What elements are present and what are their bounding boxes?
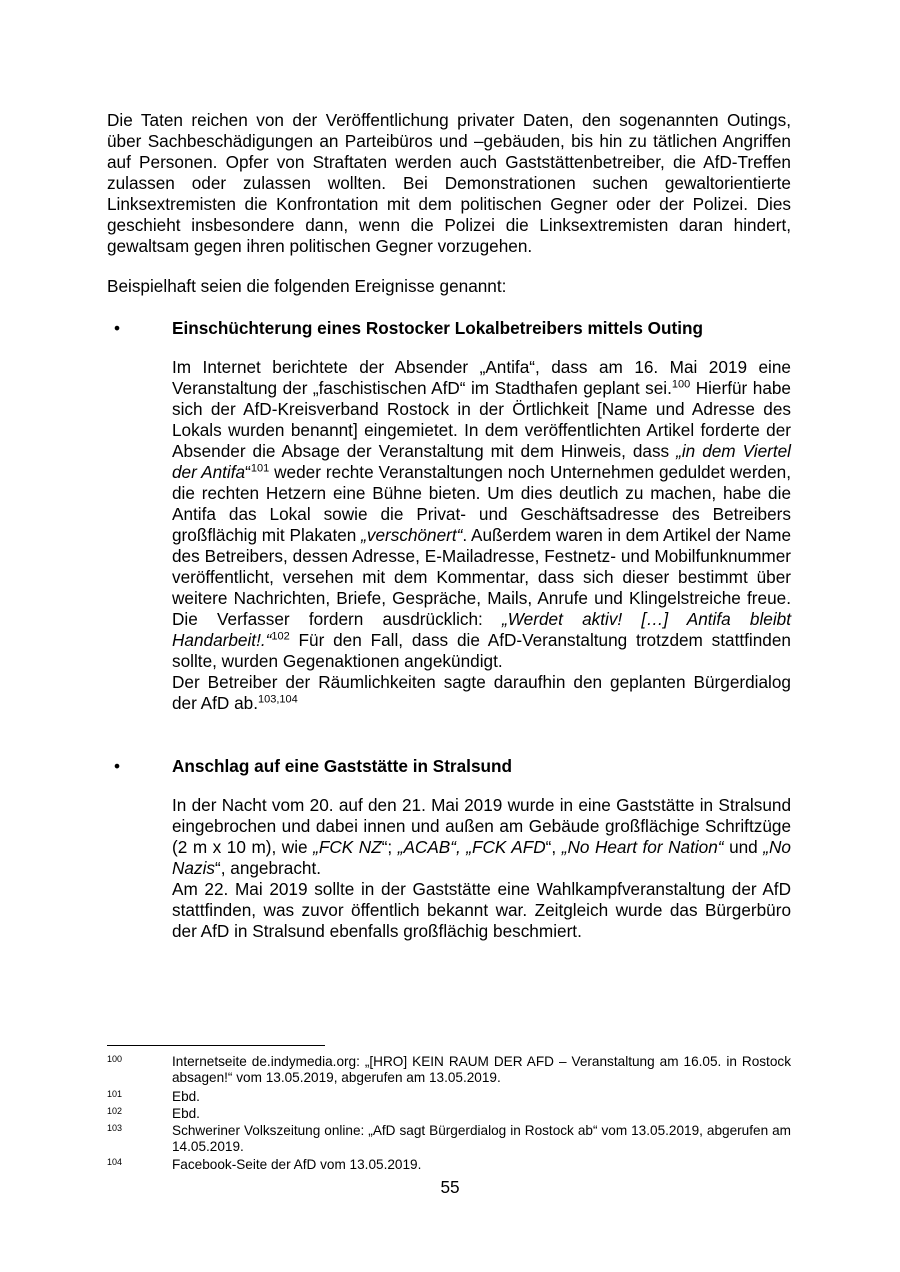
footnote-ref-103-104: 103,104 (258, 693, 298, 706)
footnote-divider (107, 1045, 325, 1046)
page-number: 55 (440, 1177, 460, 1197)
lead-paragraph: Beispielhaft seien die folgenden Ereignisse genannt: (107, 276, 507, 296)
section-1-body: Im Internet berichtete der Absender „Antifa“, dass am 16. Mai 2019 eine Veranstaltung der „faschistischen AfD“ im Stadthafen geplant sei.$^{100}$ Hierfür habe sich der AfD-Kreisverband Rostock in der Örtlichkeit [Name und Adresse des Lokals wurden benannt] eingemietet. In dem veröffentlichten Artikel forderte der Absender die Absage der Veranstaltung mit dem Hinweis, dass „in dem Viertel der Antifa“$^{101}$ weder rechte Veranstaltungen noch Unternehmen geduldet werden, die rechten Hetzern eine Bühne bieten. Um dies deutlich zu machen, habe die Antifa das Lokal sowie die Privat- und Geschäftsadresse des Betreibers großflächig mit Plakaten „verschönert“. Außerdem waren in dem Artikel der Name des Betreibers, dessen Adresse, E-Mailadresse, Festnetz- und Mobilfunknummer veröffentlicht, versehen mit dem Kommentar, dass sich dieser bestimmt über weitere Nachrichten, Briefe, Gespräche, Mails, Anrufe und Klingelstreiche freue. Die Verfasser fordern ausdrücklich: „Werdet aktiv! […] Antifa bleibt Handarbeit!.“$^{102}$ Für den Fall, dass die AfD-Veranstaltung trotzdem stattfinden sollte, wurden Gegenaktionen angekündigt. Der Betreiber der Räumlichkeiten sagte daraufhin den geplanten Bürgerdialog der AfD ab.$^{103,104}$ (172, 357, 792, 713)
footnote-ref-101: 101 (250, 462, 270, 475)
footnote-ref-100: 100 (671, 378, 691, 391)
section-2-heading: Anschlag auf eine Gaststätte in Stralsund (172, 756, 513, 776)
bullet-1: • (114, 318, 121, 338)
section-2-body: In der Nacht vom 20. auf den 21. Mai 2019 wurde in eine Gaststätte in Stralsund eingebrochen und dabei innen und außen am Gebäude großflächige Schriftzüge (2 m x 10 m), wie „FCK NZ“; „ACAB“, „FCK AFD“, „No Heart for Nation“ und „No Nazis“, angebracht. Am 22. Mai 2019 sollte in der Gaststätte eine Wahlkampfveranstaltung der AfD stattfinden, was zuvor öffentlich bekannt war. Zeitgleich wurde das Bürgerbüro der AfD in Stralsund ebenfalls großflächig beschmiert. (172, 795, 791, 941)
section-1-heading: Einschüchterung eines Rostocker Lokalbetreibers mittels Outing (172, 318, 704, 338)
document-page: Die Taten reichen von der Veröffentlichung privater Daten, den sogenannten Outings, über Sachbeschädigungen an Parteibüros und –gebäuden, bis hin zu tätlichen Angriffen auf Personen. Opfer von Straftaten werden auch Gaststättenbetreiber, die AfD-Treffen zulassen oder zulassen wollten. Bei Demonstrationen suchen gewaltorientierte Linksextremisten die Konfrontation mit dem politischen Gegner oder der Polizei. Dies geschieht insbesondere dann, wenn die Polizei die Linksextremisten daran hindert, gewaltsam gegen ihren politischen Gegner vorzugehen. Beispielhaft seien die folgenden Ereignisse genannt: • Einschüchterung eines Rostocker Lokalbetreibers mittels Outing Im Internet berichtete der Absender „Antifa“, dass am 16. Mai 2019 eine Veranstaltung der „faschistischen AfD“ im Stadthafen geplant sei.$^{100}$ Hierfür habe sich der AfD-Kreisverband Rostock in der Örtlichkeit [Name und Adresse des Lokals wurden benannt] eingemietet. In dem veröffentlichten Artikel forderte der Absender die Absage der Veranstaltung mit dem Hinweis, dass „in dem Viertel der Antifa“$^{101}$ weder rechte Veranstaltungen noch Unternehmen geduldet werden, die rechten Hetzern eine Bühne bieten. Um dies deutlich zu machen, habe die Antifa das Lokal sowie die Privat- und Geschäftsadresse des Betreibers großflächig mit Plakaten „verschönert“. Außerdem waren in dem Artikel der Name des Betreibers, dessen Adresse, E-Mailadresse, Festnetz- und Mobilfunknummer veröffentlicht, versehen mit dem Kommentar, dass sich dieser bestimmt über weitere Nachrichten, Briefe, Gespräche, Mails, Anrufe und Klingelstreiche freue. Die Verfasser fordern ausdrücklich: „Werdet aktiv! […] Antifa bleibt Handarbeit!.“$^{102}$ Für den Fall, dass die AfD-Veranstaltung trotzdem stattfinden sollte, wurden Gegenaktionen angekündigt. Der Betreiber der Räumlichkeiten sagte daraufhin den geplanten Bürgerdialog der AfD ab.$^{103,104}$ • Anschlag auf eine Gaststätte in Stralsund In der Nacht vom 20. auf den 21. Mai 2019 wurde in eine Gaststätte in Stralsund eingebrochen und dabei innen und außen am Gebäude großflächige Schriftzüge (2 m x 10 m), wie „FCK NZ“; „ACAB“, „FCK AFD“, „No Heart for Nation“ und „No Nazis“, angebracht. Am 22. Mai 2019 sollte in der Gaststätte eine Wahlkampfveranstaltung der AfD stattfinden, was zuvor öffentlich bekannt war. Zeitgleich wurde das Bürgerbüro der AfD in Stralsund ebenfalls großflächig beschmiert. 100 Internetseite de.indymedia.org: „[HRO] KEIN RAUM DER AFD – Veranstaltung am 16.05. in Rostock absagen!“ vom 13.05.2019, abgerufen am 13.05.2019. 101 Ebd. 102 Ebd. 103 Schweriner Volkszeitung online: „AfD sagt Bürgerdialog in Rostock ab“ vom 13.05.2019, abgerufen am 14.05.2019. 104 Facebook-Seite der AfD vom 13.05.2019. 55 (0, 0, 900, 1272)
intro-paragraph: Die Taten reichen von der Veröffentlichung privater Daten, den sogenannten Outings, über Sachbeschädigungen an Parteibüros und –gebäuden, bis hin zu tätlichen Angriffen auf Personen. Opfer von Straftaten werden auch Gaststättenbetreiber, die AfD-Treffen zulassen oder zulassen wollten. Bei Demonstrationen suchen gewaltorientierte Linksextremisten die Konfrontation mit dem politischen Gegner oder der Polizei. Dies geschieht insbesondere dann, wenn die Polizei die Linksextremisten daran hindert, gewaltsam gegen ihren politischen Gegner vorzugehen. (107, 110, 791, 256)
bullet-2: • (114, 756, 121, 776)
footnote-ref-102: 102 (271, 630, 290, 643)
